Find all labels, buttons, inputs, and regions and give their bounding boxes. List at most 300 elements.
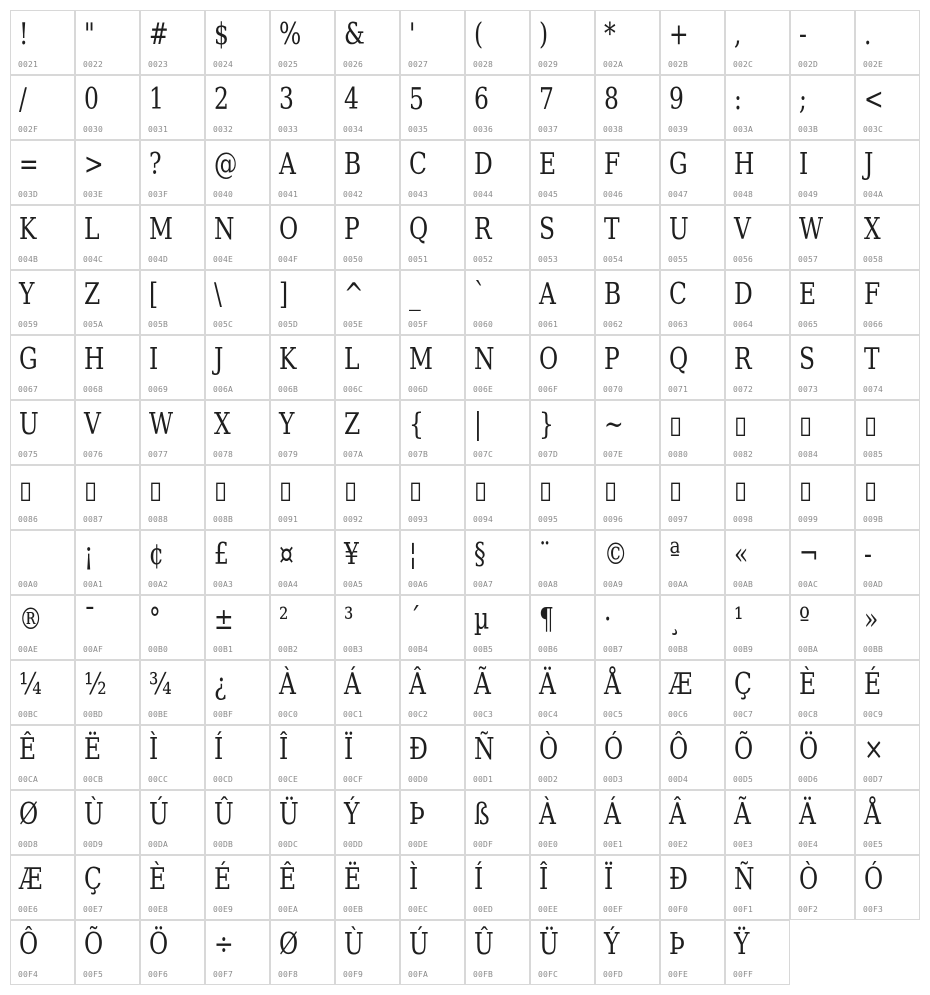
glyph-cell (400, 465, 465, 530)
glyph-cell (595, 660, 660, 725)
glyph-cell (10, 595, 75, 660)
glyph-char: ¬ (799, 537, 819, 572)
glyph-cell (790, 10, 855, 75)
glyph-char: Â (409, 667, 426, 702)
glyph-cell (270, 140, 335, 205)
glyph-codepoint: 00CF (343, 775, 364, 784)
glyph-cell (660, 205, 725, 270)
glyph-codepoint: 0077 (148, 450, 169, 459)
glyph-char: » (864, 602, 879, 637)
glyph-cell (660, 10, 725, 75)
glyph-codepoint: 0097 (668, 515, 689, 524)
glyph-cell (595, 855, 660, 920)
glyph-cell (790, 530, 855, 595)
glyph-cell (790, 595, 855, 660)
glyph-cell (75, 790, 140, 855)
glyph-char: Ï (604, 862, 614, 897)
glyph-char: È (799, 667, 817, 702)
glyph-char: Ø (279, 927, 299, 962)
glyph-cell (855, 465, 920, 530)
glyph-char: M (149, 212, 173, 247)
glyph-codepoint: 0047 (668, 190, 689, 199)
glyph-cell (270, 270, 335, 335)
glyph-cell (725, 660, 790, 725)
glyph-char: ¢ (149, 537, 164, 572)
glyph-cell (855, 75, 920, 140)
glyph-char: J (864, 147, 874, 182)
glyph-char: È (149, 862, 167, 897)
glyph-cell (790, 140, 855, 205)
glyph-codepoint: 00FC (538, 970, 559, 979)
glyph-char: Î (539, 862, 549, 897)
glyph-cell (530, 595, 595, 660)
glyph-codepoint: 00CC (148, 775, 169, 784)
glyph-char: Ï (344, 732, 354, 767)
glyph-char: K (279, 342, 297, 377)
glyph-codepoint: 004A (863, 190, 884, 199)
glyph-codepoint: 0035 (408, 125, 429, 134)
glyph-codepoint: 00C8 (798, 710, 819, 719)
glyph-cell (660, 530, 725, 595)
glyph-cell (10, 400, 75, 465)
glyph-codepoint: 005E (343, 320, 364, 329)
glyph-codepoint: 0054 (603, 255, 624, 264)
glyph-codepoint: 0036 (473, 125, 494, 134)
glyph-codepoint: 00D4 (668, 775, 689, 784)
glyph-cell (270, 335, 335, 400)
glyph-char: ! (19, 17, 29, 52)
glyph-codepoint: 00FB (473, 970, 494, 979)
glyph-grid (10, 10, 920, 985)
glyph-char: Ô (669, 732, 689, 767)
glyph-cell (790, 400, 855, 465)
glyph-codepoint: 0084 (798, 450, 819, 459)
glyph-char: Ê (19, 732, 37, 767)
glyph-char: ; (799, 82, 807, 117)
glyph-cell (465, 140, 530, 205)
glyph-codepoint: 00E4 (798, 840, 819, 849)
glyph-cell (140, 530, 205, 595)
glyph-cell (465, 530, 530, 595)
glyph-codepoint: 00F9 (343, 970, 364, 979)
glyph-codepoint: 004C (83, 255, 104, 264)
glyph-char: 9 (669, 82, 684, 117)
glyph-cell (335, 660, 400, 725)
glyph-cell (140, 920, 205, 985)
glyph-codepoint: 00B9 (733, 645, 754, 654)
glyph-codepoint: 00DD (343, 840, 364, 849)
glyph-char: 0 (84, 82, 99, 117)
glyph-char: U (669, 212, 689, 247)
glyph-codepoint: 004B (18, 255, 39, 264)
glyph-char: Á (604, 797, 621, 832)
glyph-char: U (19, 407, 39, 442)
glyph-char: W (799, 212, 824, 247)
glyph-cell (10, 725, 75, 790)
glyph-codepoint: 0078 (213, 450, 234, 459)
glyph-char: Þ (409, 797, 425, 832)
glyph-char: ÷ (214, 927, 234, 962)
glyph-codepoint: 00E9 (213, 905, 234, 914)
glyph-codepoint: 0037 (538, 125, 559, 134)
glyph-codepoint: 006E (473, 385, 494, 394)
glyph-cell (270, 660, 335, 725)
glyph-cell (530, 400, 595, 465)
glyph-char: Ú (149, 797, 169, 832)
glyph-cell (335, 205, 400, 270)
glyph-char: F (864, 277, 881, 312)
glyph-char: Î (279, 732, 289, 767)
glyph-char: ~ (604, 407, 624, 442)
glyph-char: R (474, 212, 492, 247)
glyph-char: Ë (84, 732, 102, 767)
glyph-char: \ (214, 277, 222, 312)
glyph-codepoint: 0033 (278, 125, 299, 134)
glyph-char: Q (409, 212, 429, 247)
glyph-char: Þ (669, 927, 685, 962)
glyph-char: Ý (344, 797, 360, 832)
glyph-cell (595, 530, 660, 595)
glyph-cell (10, 140, 75, 205)
glyph-char: Ö (149, 927, 169, 962)
glyph-codepoint: 00FF (733, 970, 754, 979)
glyph-cell (75, 335, 140, 400)
glyph-codepoint: 00F7 (213, 970, 234, 979)
glyph-codepoint: 002F (18, 125, 39, 134)
glyph-codepoint: 0040 (213, 190, 234, 199)
glyph-cell (465, 270, 530, 335)
glyph-codepoint: 0044 (473, 190, 494, 199)
glyph-codepoint: 00E6 (18, 905, 39, 914)
glyph-char: ¶ (539, 602, 554, 637)
glyph-codepoint: 00BC (18, 710, 39, 719)
glyph-char: - (799, 17, 807, 52)
glyph-cell (270, 530, 335, 595)
missing-glyph-box: ▯ (864, 476, 878, 504)
glyph-char: = (19, 147, 39, 182)
glyph-cell (270, 595, 335, 660)
glyph-codepoint: 003E (83, 190, 104, 199)
glyph-codepoint: 0065 (798, 320, 819, 329)
glyph-codepoint: 00F5 (83, 970, 104, 979)
glyph-cell (855, 400, 920, 465)
glyph-char: ´ (409, 602, 421, 637)
glyph-cell (10, 920, 75, 985)
glyph-char: É (864, 667, 882, 702)
missing-glyph-box: ▯ (149, 476, 163, 504)
missing-glyph-box: ▯ (734, 411, 748, 439)
glyph-codepoint: 0076 (83, 450, 104, 459)
glyph-cell (140, 270, 205, 335)
glyph-cell (465, 465, 530, 530)
glyph-cell (595, 790, 660, 855)
glyph-char: Æ (19, 862, 43, 897)
glyph-codepoint: 00A3 (213, 580, 234, 589)
glyph-codepoint: 00A7 (473, 580, 494, 589)
glyph-cell (530, 530, 595, 595)
glyph-cell (400, 140, 465, 205)
glyph-codepoint: 0096 (603, 515, 624, 524)
glyph-cell (205, 205, 270, 270)
glyph-codepoint: 0073 (798, 385, 819, 394)
glyph-cell (335, 530, 400, 595)
glyph-char: Ì (409, 862, 419, 897)
glyph-cell (10, 270, 75, 335)
glyph-char: ) (539, 17, 549, 52)
glyph-codepoint: 00C5 (603, 710, 624, 719)
glyph-codepoint: 006F (538, 385, 559, 394)
glyph-codepoint: 0074 (863, 385, 884, 394)
glyph-codepoint: 00AD (863, 580, 884, 589)
glyph-cell (400, 205, 465, 270)
glyph-char: ¿ (214, 667, 227, 702)
glyph-cell (140, 335, 205, 400)
glyph-codepoint: 0045 (538, 190, 559, 199)
glyph-cell (725, 270, 790, 335)
glyph-char: Õ (84, 927, 104, 962)
glyph-char: : (734, 82, 742, 117)
glyph-char: · (604, 602, 612, 637)
glyph-codepoint: 00B7 (603, 645, 624, 654)
glyph-codepoint: 0027 (408, 60, 429, 69)
glyph-codepoint: 004D (148, 255, 169, 264)
glyph-cell (400, 920, 465, 985)
glyph-char: ¦ (409, 537, 417, 572)
glyph-cell (400, 530, 465, 595)
glyph-cell (855, 660, 920, 725)
glyph-cell (530, 790, 595, 855)
glyph-cell (140, 400, 205, 465)
glyph-char: E (539, 147, 557, 182)
glyph-codepoint: 00EE (538, 905, 559, 914)
glyph-codepoint: 0046 (603, 190, 624, 199)
glyph-cell (660, 595, 725, 660)
glyph-cell (595, 270, 660, 335)
glyph-char: 6 (474, 82, 489, 117)
glyph-cell (790, 335, 855, 400)
glyph-char: § (474, 537, 486, 572)
glyph-codepoint: 00BA (798, 645, 819, 654)
glyph-codepoint: 009B (863, 515, 884, 524)
glyph-cell (75, 465, 140, 530)
glyph-char: ? (149, 147, 162, 182)
glyph-codepoint: 0063 (668, 320, 689, 329)
glyph-codepoint: 00F3 (863, 905, 884, 914)
glyph-codepoint: 00B0 (148, 645, 169, 654)
glyph-cell (205, 270, 270, 335)
glyph-char: T (604, 212, 620, 247)
glyph-codepoint: 00FD (603, 970, 624, 979)
glyph-cell (270, 725, 335, 790)
glyph-cell (400, 725, 465, 790)
glyph-char: I (149, 342, 159, 377)
glyph-codepoint: 00DA (148, 840, 169, 849)
glyph-cell (725, 855, 790, 920)
glyph-char: Ø (19, 797, 39, 832)
glyph-cell (270, 920, 335, 985)
glyph-cell (335, 595, 400, 660)
glyph-codepoint: 00E2 (668, 840, 689, 849)
glyph-cell (270, 465, 335, 530)
glyph-cell (790, 790, 855, 855)
glyph-codepoint: 0094 (473, 515, 494, 524)
glyph-cell (530, 10, 595, 75)
missing-glyph-box: ▯ (799, 476, 813, 504)
glyph-char: D (734, 277, 753, 312)
glyph-char: µ (474, 602, 490, 637)
glyph-cell (75, 75, 140, 140)
glyph-cell (10, 205, 75, 270)
glyph-codepoint: 0050 (343, 255, 364, 264)
glyph-codepoint: 0039 (668, 125, 689, 134)
glyph-cell (140, 10, 205, 75)
glyph-cell (205, 725, 270, 790)
glyph-char: Ý (604, 927, 620, 962)
glyph-char: H (84, 342, 105, 377)
glyph-codepoint: 002B (668, 60, 689, 69)
glyph-cell (595, 465, 660, 530)
glyph-char: ¨ (539, 537, 551, 572)
glyph-cell (595, 400, 660, 465)
glyph-char: 5 (409, 82, 424, 117)
glyph-cell (855, 725, 920, 790)
glyph-codepoint: 0029 (538, 60, 559, 69)
glyph-cell (465, 660, 530, 725)
glyph-cell (790, 465, 855, 530)
glyph-char: @ (214, 147, 238, 182)
glyph-codepoint: 00EC (408, 905, 429, 914)
glyph-char: C (409, 147, 427, 182)
glyph-cell (140, 465, 205, 530)
glyph-cell (725, 140, 790, 205)
glyph-char: Ü (279, 797, 299, 832)
glyph-cell (335, 725, 400, 790)
missing-glyph-box: ▯ (799, 411, 813, 439)
glyph-codepoint: 00BF (213, 710, 234, 719)
glyph-cell (465, 335, 530, 400)
glyph-codepoint: 0099 (798, 515, 819, 524)
missing-glyph-box: ▯ (539, 476, 553, 504)
glyph-char: ] (279, 277, 289, 312)
glyph-codepoint: 00FE (668, 970, 689, 979)
glyph-char: ¸ (669, 602, 681, 637)
missing-glyph-box: ▯ (474, 476, 488, 504)
glyph-char: º (799, 602, 811, 637)
glyph-cell (790, 725, 855, 790)
glyph-char: B (344, 147, 362, 182)
glyph-cell (530, 920, 595, 985)
glyph-cell (530, 335, 595, 400)
glyph-cell (270, 205, 335, 270)
glyph-cell (855, 855, 920, 920)
glyph-char: Û (474, 927, 494, 962)
glyph-codepoint: 006C (343, 385, 364, 394)
glyph-char: / (19, 82, 27, 117)
glyph-cell (270, 400, 335, 465)
glyph-cell (75, 400, 140, 465)
glyph-cell (270, 790, 335, 855)
glyph-char: X (214, 407, 231, 442)
glyph-cell (400, 400, 465, 465)
glyph-cell (465, 855, 530, 920)
glyph-char: L (344, 342, 360, 377)
glyph-cell (75, 725, 140, 790)
glyph-codepoint: 007D (538, 450, 559, 459)
glyph-cell (140, 660, 205, 725)
glyph-char: ® (19, 602, 43, 637)
glyph-cell (465, 595, 530, 660)
glyph-codepoint: 0032 (213, 125, 234, 134)
glyph-cell (10, 660, 75, 725)
glyph-cell (725, 725, 790, 790)
glyph-cell (855, 205, 920, 270)
glyph-char: T (864, 342, 880, 377)
glyph-codepoint: 006A (213, 385, 234, 394)
glyph-codepoint: 0048 (733, 190, 754, 199)
missing-glyph-box: ▯ (19, 476, 33, 504)
glyph-char: X (864, 212, 881, 247)
glyph-char: ( (474, 17, 484, 52)
glyph-codepoint: 0056 (733, 255, 754, 264)
glyph-codepoint: 00C1 (343, 710, 364, 719)
glyph-codepoint: 00B4 (408, 645, 429, 654)
glyph-char: Â (669, 797, 686, 832)
glyph-codepoint: 0071 (668, 385, 689, 394)
glyph-codepoint: 00EF (603, 905, 624, 914)
missing-glyph-box: ▯ (279, 476, 293, 504)
glyph-cell (530, 855, 595, 920)
glyph-codepoint: 0038 (603, 125, 624, 134)
glyph-char: Ë (344, 862, 362, 897)
glyph-cell (855, 530, 920, 595)
glyph-codepoint: 00A2 (148, 580, 169, 589)
glyph-cell (725, 790, 790, 855)
glyph-codepoint: 00E3 (733, 840, 754, 849)
glyph-codepoint: 003F (148, 190, 169, 199)
glyph-cell (400, 270, 465, 335)
glyph-codepoint: 0043 (408, 190, 429, 199)
glyph-cell (530, 660, 595, 725)
glyph-codepoint: 00C0 (278, 710, 299, 719)
glyph-cell (530, 725, 595, 790)
glyph-codepoint: 00BE (148, 710, 169, 719)
glyph-codepoint: 0062 (603, 320, 624, 329)
glyph-char: Ö (799, 732, 819, 767)
glyph-codepoint: 005B (148, 320, 169, 329)
glyph-char: N (214, 212, 235, 247)
glyph-cell (205, 400, 270, 465)
glyph-char: Ç (84, 862, 102, 897)
glyph-char: Ð (409, 732, 428, 767)
glyph-char: Q (669, 342, 689, 377)
glyph-codepoint: 00A6 (408, 580, 429, 589)
missing-glyph-box: ▯ (669, 411, 683, 439)
glyph-char: * (604, 17, 616, 52)
glyph-cell (335, 10, 400, 75)
glyph-codepoint: 0087 (83, 515, 104, 524)
glyph-cell (465, 10, 530, 75)
glyph-codepoint: 0079 (278, 450, 299, 459)
glyph-char: L (84, 212, 100, 247)
glyph-char: N (474, 342, 495, 377)
glyph-codepoint: 00D3 (603, 775, 624, 784)
glyph-codepoint: 0066 (863, 320, 884, 329)
glyph-char: O (279, 212, 299, 247)
glyph-codepoint: 004F (278, 255, 299, 264)
glyph-cell (270, 855, 335, 920)
glyph-cell (465, 75, 530, 140)
glyph-codepoint: 003C (863, 125, 884, 134)
